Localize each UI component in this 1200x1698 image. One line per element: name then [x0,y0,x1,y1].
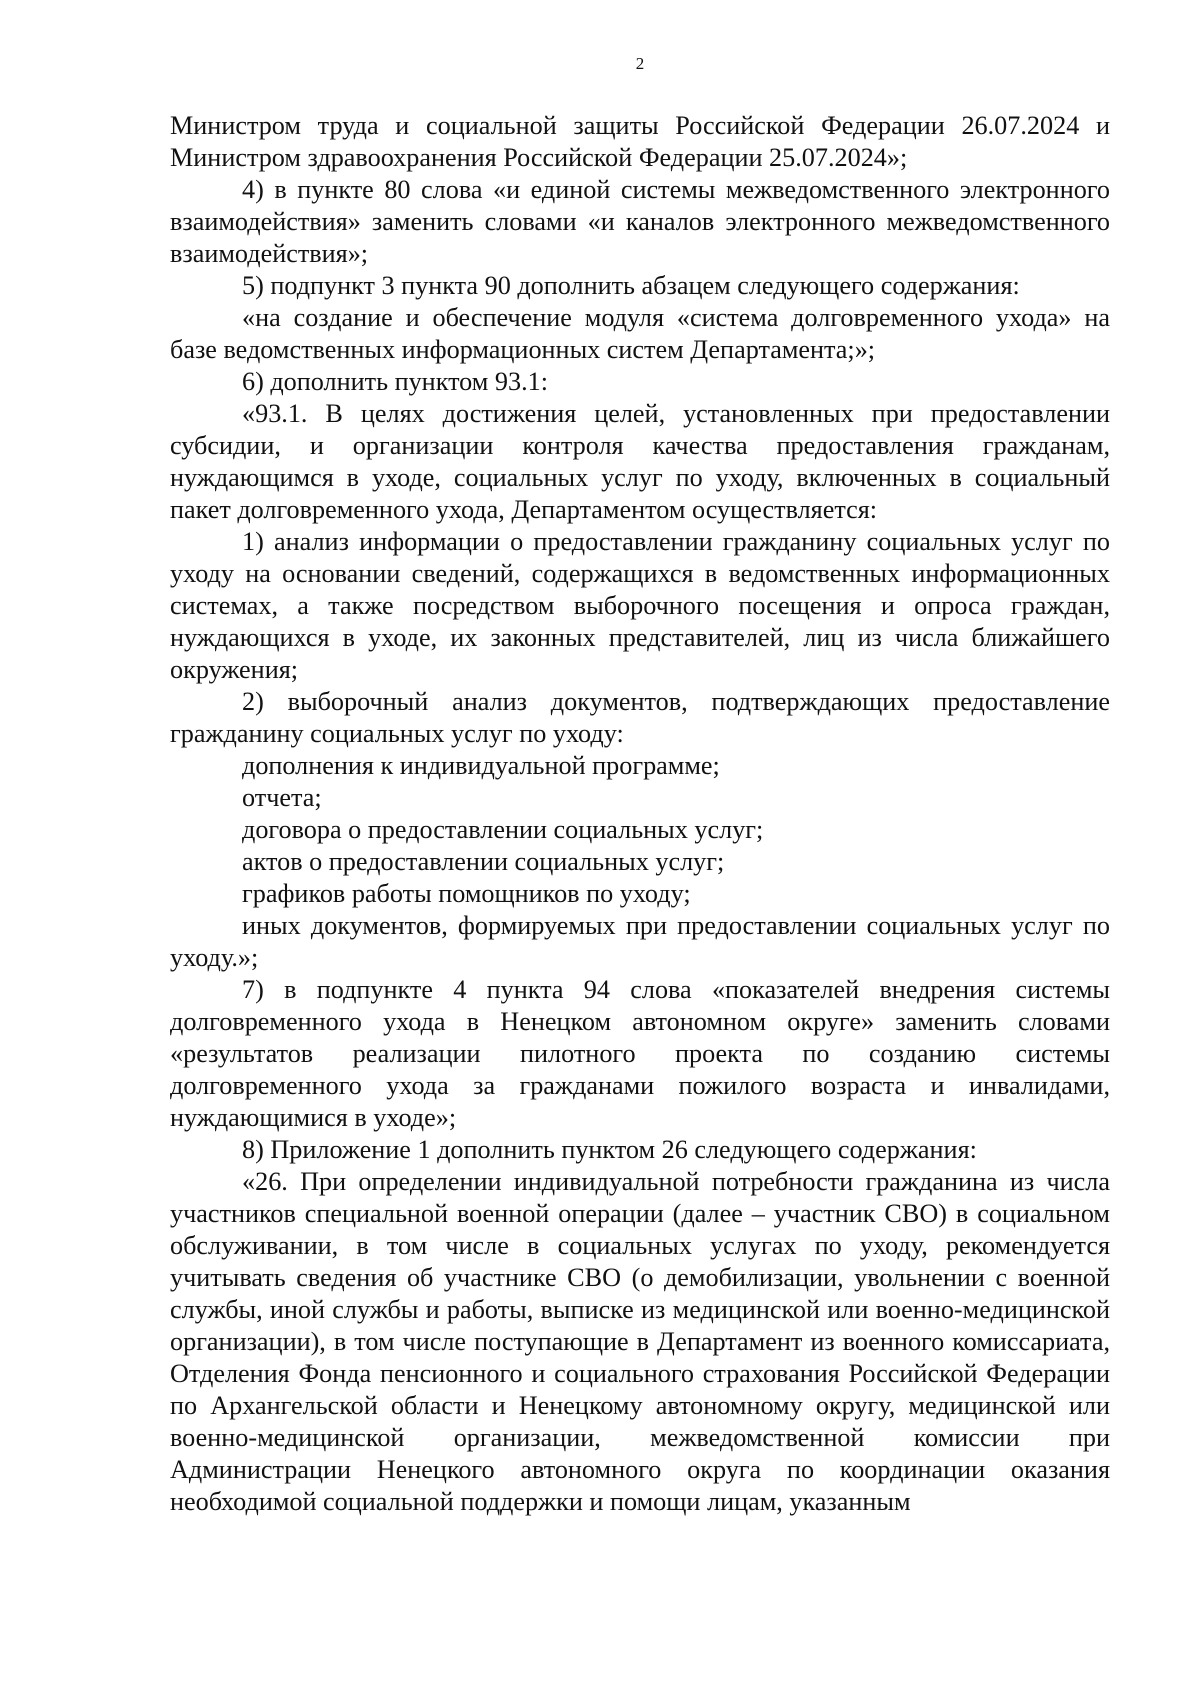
list-item: отчета; [242,783,322,812]
paragraph-93-1-sub-2: 2) выборочный анализ документов, подтверждающих предоставление гражданину социальных услуг по уходу: [170,687,1110,748]
list-item: договора о предоставлении социальных услуг; [242,815,764,844]
paragraph-item-4: 4) в пункте 80 слова «и единой системы межведомственного электронного взаимодействия» заменить словами «и каналов электронного межведомственного взаимодействия»; [170,175,1110,268]
list-item: графиков работы помощников по уходу; [242,879,691,908]
paragraph-item-8: 8) Приложение 1 дополнить пунктом 26 следующего содержания: [242,1135,977,1164]
list-item: дополнения к индивидуальной программе; [242,751,720,780]
paragraph-26: «26. При определении индивидуальной потребности гражданина из числа участников специальной военной операции (далее – участник СВО) в социальном обслуживании, в том числе в социальных услугах по уходу, рекомендуется учитывать сведения об участнике СВО (о демобилизации, увольнении с военной службы, иной службы и работы, выписке из медицинской или военно-медицинской организации), в том числе поступающие в Департамент из военного комиссариата, Отделения Фонда пенсионного и социального страхования Российской Федерации по Архангельской области и Ненецкому автономному округу, медицинской или военно-медицинской организации, межведомственной комиссии при Администрации Ненецкого автономного округа по координации оказания необходимой социальной поддержки и помощи лицам, указанным [170,1167,1110,1516]
paragraph-93-1-sub-1: 1) анализ информации о предоставлении гражданину социальных услуг по уходу на основании сведений, содержащихся в ведомственных информационных системах, а также посредством выборочного посещения и опроса граждан, нуждающихся в уходе, их законных представителей, лиц из числа ближайшего окружения; [170,527,1110,684]
paragraph-93-1: «93.1. В целях достижения целей, установленных при предоставлении субсидии, и организации контроля качества предоставления гражданам, нуждающимся в уходе, социальных услуг по уходу, включенных в социальный пакет долговременного ухода, Департаментом осуществляется: [170,399,1110,524]
list-item: актов о предоставлении социальных услуг; [242,847,725,876]
paragraph-item-5-quote: «на создание и обеспечение модуля «система долговременного ухода» на базе ведомственных информационных систем Департамента;»; [170,303,1110,364]
paragraph-item-6: 6) дополнить пунктом 93.1: [242,367,548,396]
paragraph-item-5: 5) подпункт 3 пункта 90 дополнить абзацем следующего содержания: [242,271,1020,300]
list-item-last: иных документов, формируемых при предоставлении социальных услуг по уходу.»; [170,911,1110,972]
page-number: 2 [635,54,645,73]
document-body [170,110,1110,1518]
paragraph-item-7: 7) в подпункте 4 пункта 94 слова «показателей внедрения системы долговременного ухода в Ненецком автономном округе» заменить словами «результатов реализации пилотного проекта по созданию системы долговременного ухода за гражданами пожилого возраста и инвалидами, нуждающимися в уходе»; [170,975,1110,1132]
paragraph-continuation: Министром труда и социальной защиты Российской Федерации 26.07.2024 и Министром здравоохранения Российской Федерации 25.07.2024»; [170,111,1110,172]
